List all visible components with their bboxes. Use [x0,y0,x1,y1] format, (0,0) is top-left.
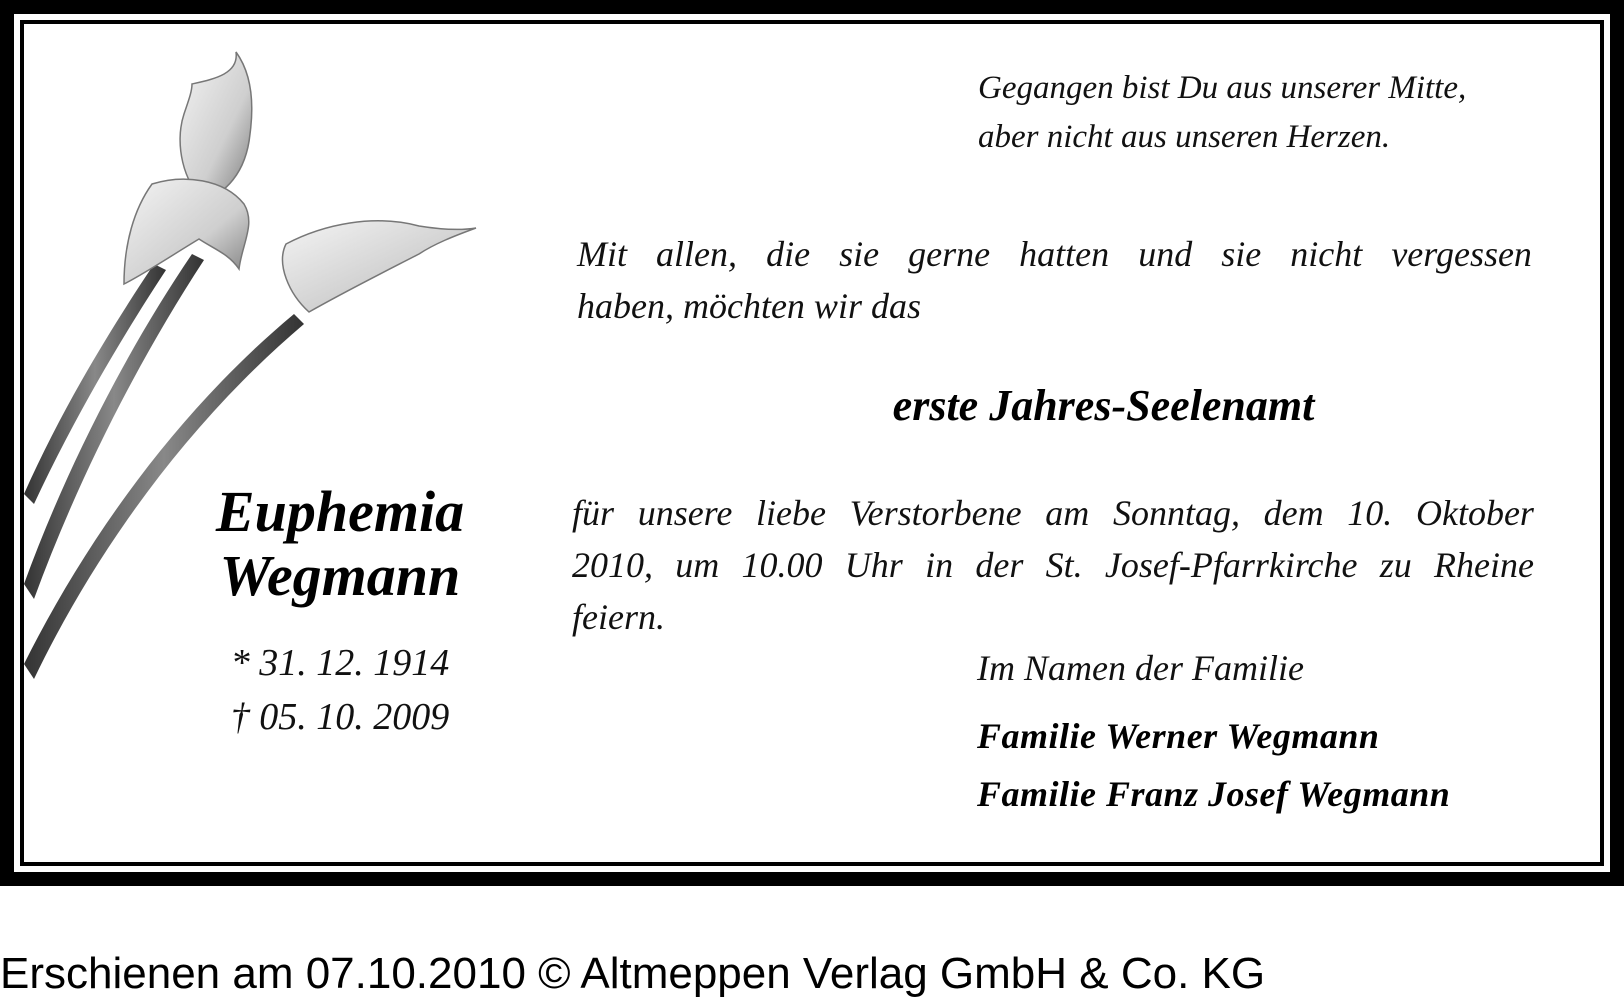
calla-lily-illustration [24,24,524,724]
intro-word: vergessen [1391,234,1532,274]
details-word: dem [1263,493,1324,533]
stem-1 [24,264,166,504]
intro-word: Mit [577,234,627,274]
details-word: Verstorbene [849,493,1022,533]
intro-line-2: haben, möchten wir das [577,286,921,326]
details-paragraph [572,487,1534,643]
intro-paragraph [577,228,1532,332]
details-line-2 [572,539,1534,591]
lily-right [283,221,476,312]
motto-quote [978,64,1538,162]
intro-word: die [766,234,811,274]
details-word: der [975,545,1024,585]
motto-line-1: Gegangen bist Du aus unserer Mitte, [978,70,1467,106]
details-word: Oktober [1415,493,1534,533]
intro-word: und [1138,234,1193,274]
deceased-first-name: Euphemia [215,479,465,544]
details-word: 10. [1347,493,1393,533]
deceased-last-name: Wegmann [219,543,461,608]
details-line-3: feiern. [572,597,665,637]
event-title: erste Jahres-Seelenamt [892,381,1315,430]
intro-word: sie [1221,234,1262,274]
signature-family-2: Familie Franz Josef Wegmann [977,774,1451,814]
details-word: am [1045,493,1090,533]
details-word: St. [1045,545,1083,585]
intro-word: gerne [908,234,991,274]
details-word: Rheine [1434,545,1534,585]
details-word: 2010, [572,545,653,585]
intro-word: sie [839,234,880,274]
intro-line-1 [577,228,1532,280]
details-word: zu [1379,545,1412,585]
details-word: für [572,493,615,533]
death-date: † 05. 10. 2009 [230,696,450,738]
details-word: liebe [756,493,826,533]
intro-word: allen, [656,234,738,274]
details-word: unsere [637,493,733,533]
publication-footer: Erschienen am 07.10.2010 © Altmeppen Verlag GmbH & Co. KG [0,949,1266,998]
lily-top [180,52,252,200]
intro-word: hatten [1019,234,1110,274]
details-line-1 [572,487,1534,539]
details-word: Josef-Pfarrkirche [1104,545,1358,585]
intro-word: nicht [1290,234,1363,274]
life-dates [160,636,520,744]
details-word: um [675,545,720,585]
deceased-name [160,480,520,608]
details-word: Uhr [844,545,903,585]
signature-family-1: Familie Werner Wegmann [977,716,1380,756]
birth-date: * 31. 12. 1914 [230,642,450,684]
details-word: Sonntag, [1112,493,1240,533]
details-word: 10.00 [741,545,823,585]
signature-intro: Im Namen der Familie [977,648,1304,688]
details-word: in [925,545,954,585]
motto-line-2: aber nicht aus unseren Herzen. [978,119,1391,155]
